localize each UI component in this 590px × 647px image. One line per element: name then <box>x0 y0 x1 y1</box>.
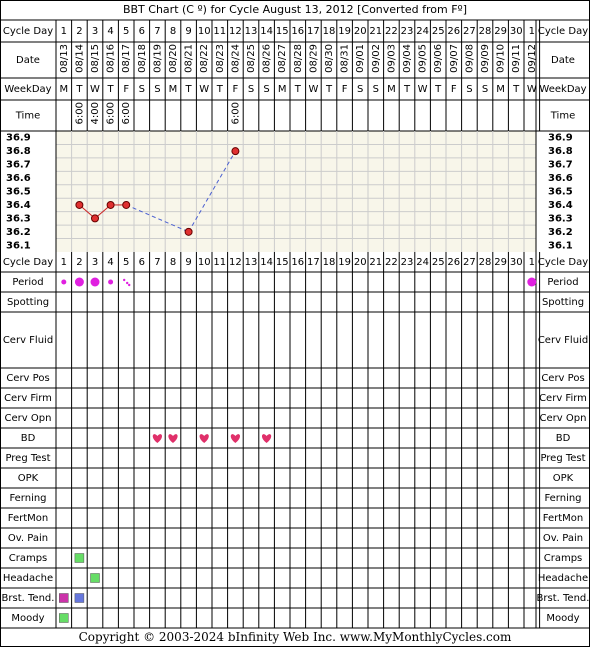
date-value: 08/17 <box>121 44 133 73</box>
period-spot-dot[interactable] <box>128 284 130 286</box>
row-label-left: BD <box>20 433 36 444</box>
cycle-day-lower-value: 5 <box>123 257 130 268</box>
cycle-day-lower-value: 30 <box>509 257 523 268</box>
cramps-marker[interactable] <box>75 554 84 563</box>
row-label-right: Ov. Pain <box>542 533 584 544</box>
cycle-day-lower-value: 1 <box>528 257 535 268</box>
chart-title: BBT Chart (C º) for Cycle August 13, 2012 [Converted from Fº] <box>122 3 468 16</box>
cycle-day-value: 4 <box>107 26 114 37</box>
cycle-day-value: 14 <box>260 26 273 37</box>
cycle-day-value: 21 <box>369 26 383 37</box>
date-value: 08/14 <box>74 44 86 73</box>
cycle-day-lower-value: 14 <box>260 257 273 268</box>
weekday-value: M <box>277 84 287 95</box>
weekday-value: W <box>90 84 100 95</box>
row-label-right: Preg Test <box>540 453 586 464</box>
weekday-value: S <box>154 84 161 95</box>
cycle-day-lower-value: 29 <box>494 257 507 268</box>
cycle-day-value: 30 <box>509 26 523 37</box>
y-tick-label-left: 36.6 <box>6 173 31 185</box>
date-value: 08/29 <box>308 44 320 73</box>
weekday-label-right: WeekDay <box>539 84 587 95</box>
date-value: 09/09 <box>480 44 491 73</box>
period-dot[interactable] <box>75 278 84 287</box>
row-label-left: Cerv Opn <box>4 413 52 424</box>
date-value: 08/30 <box>324 44 335 73</box>
row-label-left: Preg Test <box>5 453 51 464</box>
date-value: 09/02 <box>370 44 382 73</box>
cycle-day-lower-value: 18 <box>322 257 336 268</box>
cycle-day-value: 6 <box>138 26 145 37</box>
date-value: 09/03 <box>386 44 398 73</box>
row-label-right: Headache <box>537 573 589 584</box>
weekday-label-left: WeekDay <box>4 84 52 95</box>
cycle-day-lower-value: 12 <box>229 257 242 268</box>
weekday-value: F <box>123 84 130 95</box>
cycle-day-value: 29 <box>494 26 507 37</box>
row-label-right: Cerv Opn <box>539 413 587 424</box>
moody-marker[interactable] <box>59 614 68 623</box>
weekday-value: S <box>372 84 379 95</box>
cycle-day-lower-value: 15 <box>275 257 289 268</box>
brst-tend-marker[interactable] <box>75 594 84 603</box>
cycle-day-value: 24 <box>416 26 429 37</box>
row-label-left: OPK <box>17 473 39 484</box>
cycle-day-value: 10 <box>197 26 211 37</box>
y-tick-label-left: 36.1 <box>6 240 31 252</box>
row-label-right: Cerv Fluid <box>537 335 589 346</box>
y-tick-label-left: 36.4 <box>6 199 31 211</box>
y-tick-label-left: 36.5 <box>6 186 31 198</box>
cycle-day-lower-value: 2 <box>76 257 83 268</box>
y-tick-label-right: 36.8 <box>548 146 573 158</box>
weekday-value: S <box>263 84 270 95</box>
row-label-left: FertMon <box>7 513 49 524</box>
weekday-value: S <box>466 84 473 95</box>
time-value: 6:00 <box>121 102 133 125</box>
cycle-day-lower-value: 17 <box>307 257 320 268</box>
time-label-right: Time <box>550 110 576 122</box>
row-label-left: Cramps <box>8 553 48 564</box>
weekday-value: W <box>526 84 537 95</box>
time-value: 6:00 <box>230 102 242 125</box>
y-tick-label-right: 36.1 <box>548 240 573 252</box>
cycle-day-lower-value: 13 <box>244 257 258 268</box>
weekday-value: F <box>232 84 239 95</box>
temp-point[interactable] <box>92 215 99 222</box>
row-label-left: Ov. Pain <box>7 533 49 544</box>
row-label-right: FertMon <box>542 513 584 524</box>
row-label-right: Cerv Firm <box>539 393 587 404</box>
cycle-day-value: 28 <box>478 26 492 37</box>
cycle-day-label-right: Cycle Day <box>537 26 589 37</box>
weekday-value: M <box>387 84 396 95</box>
weekday-value: T <box>76 84 83 95</box>
date-value: 09/04 <box>402 44 413 73</box>
period-dot[interactable] <box>108 280 113 285</box>
weekday-value: T <box>107 84 114 95</box>
outer-frame <box>1 1 590 647</box>
weekday-value: T <box>294 84 301 95</box>
brst-tend-marker[interactable] <box>59 594 68 603</box>
headache-marker[interactable] <box>91 574 100 583</box>
cycle-day-value: 1 <box>528 26 535 37</box>
cycle-day-value: 2 <box>76 26 83 37</box>
weekday-value: M <box>59 84 69 95</box>
y-tick-label-left: 36.2 <box>6 226 31 238</box>
time-label-left: Time <box>15 110 41 122</box>
cycle-day-lower-value: 3 <box>91 257 99 268</box>
row-label-left: Cerv Pos <box>6 373 50 384</box>
cycle-day-value: 26 <box>447 26 461 37</box>
date-value: 09/10 <box>495 43 507 73</box>
cycle-day-label-left: Cycle Day <box>2 26 54 37</box>
cycle-day-value: 3 <box>91 26 99 37</box>
y-tick-label-right: 36.9 <box>548 132 573 144</box>
cycle-day-value: 27 <box>463 26 476 37</box>
cycle-day-value: 18 <box>322 26 336 37</box>
row-label-right: Ferning <box>544 493 582 504</box>
date-value: 08/24 <box>230 44 242 73</box>
row-label-right: Cramps <box>543 553 583 564</box>
date-value: 09/11 <box>511 44 523 73</box>
period-dot[interactable] <box>527 278 536 287</box>
cycle-day-lower-label-left: Cycle Day <box>2 257 54 268</box>
row-label-left: Spotting <box>6 297 50 308</box>
y-tick-label-left: 36.8 <box>6 146 31 158</box>
cycle-day-lower-value: 6 <box>138 257 145 268</box>
weekday-value: T <box>325 84 333 95</box>
cycle-day-value: 25 <box>431 26 445 37</box>
temp-point[interactable] <box>76 201 83 208</box>
cycle-day-value: 20 <box>353 26 367 37</box>
time-value: 4:00 <box>90 102 101 125</box>
plot-background <box>56 131 536 252</box>
cycle-day-value: 22 <box>385 26 398 37</box>
period-spot-dot[interactable] <box>126 282 128 284</box>
weekday-value: T <box>403 84 411 95</box>
y-tick-label-right: 36.6 <box>548 173 573 185</box>
date-value: 09/01 <box>355 44 367 73</box>
y-tick-label-left: 36.9 <box>6 132 31 144</box>
temp-point[interactable] <box>185 228 192 235</box>
cycle-day-value: 5 <box>123 26 130 37</box>
date-value: 08/27 <box>277 44 289 73</box>
weekday-value: T <box>513 84 520 95</box>
date-value: 08/22 <box>199 44 211 73</box>
cycle-day-lower-value: 11 <box>213 257 227 268</box>
y-tick-label-left: 36.7 <box>6 159 31 171</box>
period-spot-dot[interactable] <box>123 279 125 281</box>
date-value: 09/08 <box>464 44 476 73</box>
date-value: 09/06 <box>433 44 445 73</box>
cycle-day-lower-label-right: Cycle Day <box>537 257 589 268</box>
y-tick-label-right: 36.5 <box>548 186 573 198</box>
copyright-footer: Copyright © 2003-2024 bInfinity Web Inc. www.MyMonthlyCycles.com <box>78 630 512 644</box>
row-label-right: OPK <box>552 473 574 484</box>
cycle-day-value: 17 <box>307 26 320 37</box>
cycle-day-lower-value: 23 <box>400 257 414 268</box>
row-label-left: Headache <box>2 573 54 584</box>
temp-point[interactable] <box>123 201 130 208</box>
date-value: 09/05 <box>417 44 429 73</box>
weekday-value: W <box>417 84 428 95</box>
date-value: 08/15 <box>90 44 101 73</box>
weekday-value: T <box>435 84 442 95</box>
row-label-right: BD <box>555 433 571 444</box>
weekday-value: S <box>481 84 489 95</box>
date-value: 09/12 <box>526 44 538 73</box>
weekday-value: F <box>341 84 348 95</box>
date-value: 08/18 <box>136 44 148 73</box>
period-dot[interactable] <box>61 280 66 285</box>
row-label-left: Period <box>12 277 44 288</box>
date-label-right: Date <box>551 55 575 66</box>
cycle-day-lower-value: 4 <box>107 257 114 268</box>
cycle-day-value: 11 <box>213 26 227 37</box>
row-label-right: Period <box>547 277 579 288</box>
date-label-left: Date <box>16 55 40 66</box>
y-tick-label-right: 36.3 <box>548 213 573 225</box>
cycle-day-lower-value: 27 <box>463 257 476 268</box>
row-label-right: Moody <box>546 613 580 624</box>
weekday-value: S <box>138 84 145 95</box>
cycle-day-lower-value: 24 <box>416 257 429 268</box>
cycle-day-value: 15 <box>275 26 289 37</box>
temp-point[interactable] <box>232 148 239 155</box>
row-label-left: Brst. Tend. <box>1 593 55 604</box>
date-value: 08/23 <box>214 44 226 73</box>
weekday-value: F <box>450 84 457 95</box>
weekday-value: M <box>168 84 178 95</box>
weekday-value: W <box>199 84 210 95</box>
cycle-day-value: 19 <box>338 26 351 37</box>
cycle-day-value: 8 <box>169 26 177 37</box>
temp-point[interactable] <box>107 201 114 208</box>
cycle-day-value: 16 <box>291 26 305 37</box>
row-label-left: Cerv Firm <box>4 393 52 404</box>
cycle-day-value: 13 <box>244 26 258 37</box>
time-value: 6:00 <box>74 102 86 125</box>
cycle-day-lower-value: 28 <box>478 257 492 268</box>
y-tick-label-right: 36.7 <box>548 159 573 171</box>
cycle-day-value: 12 <box>229 26 242 37</box>
cycle-day-lower-value: 19 <box>338 257 351 268</box>
cycle-day-lower-value: 7 <box>154 257 161 268</box>
y-tick-label-left: 36.3 <box>6 213 31 225</box>
row-label-right: Cerv Pos <box>541 373 585 384</box>
cycle-day-lower-value: 21 <box>369 257 383 268</box>
weekday-value: S <box>247 84 255 95</box>
date-value: 08/16 <box>105 44 117 73</box>
y-tick-label-right: 36.4 <box>548 199 573 211</box>
cycle-day-lower-value: 9 <box>185 257 192 268</box>
cycle-day-value: 9 <box>185 26 192 37</box>
cycle-day-lower-value: 26 <box>447 257 461 268</box>
y-tick-label-right: 36.2 <box>548 226 573 238</box>
date-value: 08/20 <box>168 44 179 73</box>
row-label-left: Cerv Fluid <box>2 335 54 346</box>
weekday-value: S <box>357 84 364 95</box>
cycle-day-value: 1 <box>60 26 67 37</box>
period-dot[interactable] <box>91 278 100 287</box>
cycle-day-lower-value: 20 <box>353 257 367 268</box>
row-label-left: Moody <box>11 613 45 624</box>
cycle-day-lower-value: 22 <box>385 257 398 268</box>
weekday-value: W <box>308 84 319 95</box>
time-value: 6:00 <box>105 102 117 125</box>
weekday-value: T <box>216 84 223 95</box>
date-value: 08/19 <box>152 44 164 73</box>
cycle-day-lower-value: 8 <box>169 257 177 268</box>
date-value: 08/28 <box>292 44 304 73</box>
weekday-value: M <box>496 84 505 95</box>
date-value: 08/25 <box>246 44 257 73</box>
row-label-right: Spotting <box>541 297 585 308</box>
cycle-day-lower-value: 1 <box>60 257 67 268</box>
date-value: 08/26 <box>261 44 273 73</box>
cycle-day-value: 7 <box>154 26 161 37</box>
cycle-day-lower-value: 10 <box>197 257 211 268</box>
date-value: 09/07 <box>448 44 460 73</box>
cycle-day-lower-value: 25 <box>431 257 445 268</box>
date-value: 08/13 <box>58 44 70 73</box>
weekday-value: T <box>185 84 192 95</box>
row-label-right: Brst. Tend. <box>536 593 590 604</box>
date-value: 08/21 <box>183 44 195 73</box>
cycle-day-lower-value: 16 <box>291 257 305 268</box>
cycle-day-value: 23 <box>400 26 414 37</box>
date-value: 08/31 <box>339 44 351 73</box>
row-label-left: Ferning <box>9 493 47 504</box>
